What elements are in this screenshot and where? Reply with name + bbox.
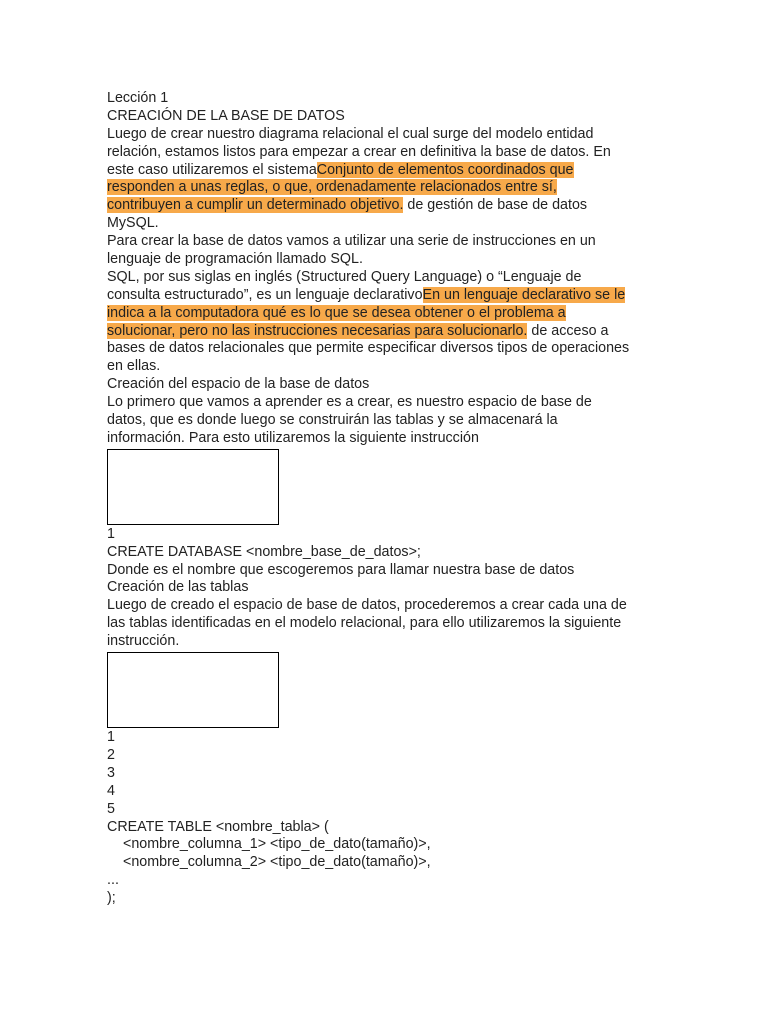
intro-line: relación, estamos listos para empezar a crear en definitiva la base de datos. En (107, 143, 611, 160)
document-body (107, 90, 667, 908)
intro-line (107, 162, 667, 180)
paragraph-line: SQL, por sus siglas en inglés (Structured Query Language) o “Lenguaje de (107, 268, 582, 285)
lesson-label: Lección 1 (107, 90, 169, 106)
intro-text: de gestión de base de datos (403, 197, 588, 214)
code-embed-placeholder (107, 449, 279, 525)
code-line: ... (107, 872, 119, 889)
section-body-line: Donde es el nombre que escogeremos para llamar nuestra base de datos (107, 561, 575, 578)
code-line-number: 2 (107, 746, 115, 763)
highlighted-definition[interactable]: En un lenguaje declarativo se le (422, 286, 626, 303)
code-line: <nombre_columna_2> <tipo_de_dato(tamaño)>, (123, 854, 431, 871)
section-heading: Creación del espacio de la base de datos (107, 376, 370, 393)
code-line-number: 1 (107, 525, 115, 542)
paragraph-text: consulta estructurado”, es un lenguaje declarativo (107, 286, 423, 303)
code-line-number: 1 (107, 729, 115, 746)
intro-line: MySQL. (107, 215, 159, 232)
paragraph-line (107, 323, 667, 341)
code-embed-placeholder (107, 652, 279, 728)
code-line: CREATE TABLE <nombre_tabla> ( (107, 818, 329, 835)
section-body-line: instrucción. (107, 633, 180, 650)
code-line: <nombre_columna_1> <tipo_de_dato(tamaño)>, (123, 836, 431, 853)
code-line: ); (107, 890, 116, 907)
highlighted-definition[interactable]: solucionar, pero no las instrucciones necesarias para solucionarlo. (107, 322, 528, 339)
highlighted-definition[interactable]: contribuyen a cumplir un determinado objetivo. (107, 197, 404, 214)
section-heading: Creación de las tablas (107, 579, 249, 596)
paragraph-line (107, 305, 667, 323)
section-body-line: Lo primero que vamos a aprender es a crear, es nuestro espacio de base de (107, 394, 592, 411)
document-title: CREACIÓN DE LA BASE DE DATOS (107, 107, 345, 124)
section-body-line: Luego de creado el espacio de base de datos, procederemos a crear cada una de (107, 597, 627, 614)
intro-text: este caso utilizaremos el sistema (107, 161, 317, 178)
section-body-line: las tablas identificadas en el modelo relacional, para ello utilizaremos la siguiente (107, 615, 622, 632)
highlighted-definition[interactable]: indica a la computadora qué es lo que se desea obtener o el problema a (107, 304, 566, 321)
paragraph-text: de acceso a (527, 322, 609, 339)
paragraph-line: lenguaje de programación llamado SQL. (107, 251, 363, 268)
intro-line: Luego de crear nuestro diagrama relacional el cual surge del modelo entidad (107, 125, 594, 142)
highlighted-definition[interactable]: Conjunto de elementos coordinados que (316, 161, 574, 178)
paragraph-line: bases de datos relacionales que permite especificar diversos tipos de operaciones (107, 340, 630, 357)
code-line-number: 4 (107, 782, 115, 799)
section-body-line: datos, que es donde luego se construirán las tablas y se almacenará la (107, 412, 558, 429)
paragraph-line: Para crear la base de datos vamos a utilizar una serie de instrucciones en un (107, 233, 596, 250)
code-line-number: 5 (107, 800, 115, 817)
paragraph-line: en ellas. (107, 358, 161, 375)
intro-line (107, 197, 667, 215)
paragraph-line (107, 287, 667, 305)
code-line-number: 3 (107, 764, 115, 781)
intro-line (107, 179, 667, 197)
section-body-line: información. Para esto utilizaremos la siguiente instrucción (107, 429, 479, 446)
highlighted-definition[interactable]: responden a unas reglas, o que, ordenadamente relacionados entre sí, (107, 179, 557, 196)
code-line: CREATE DATABASE <nombre_base_de_datos>; (107, 543, 421, 560)
